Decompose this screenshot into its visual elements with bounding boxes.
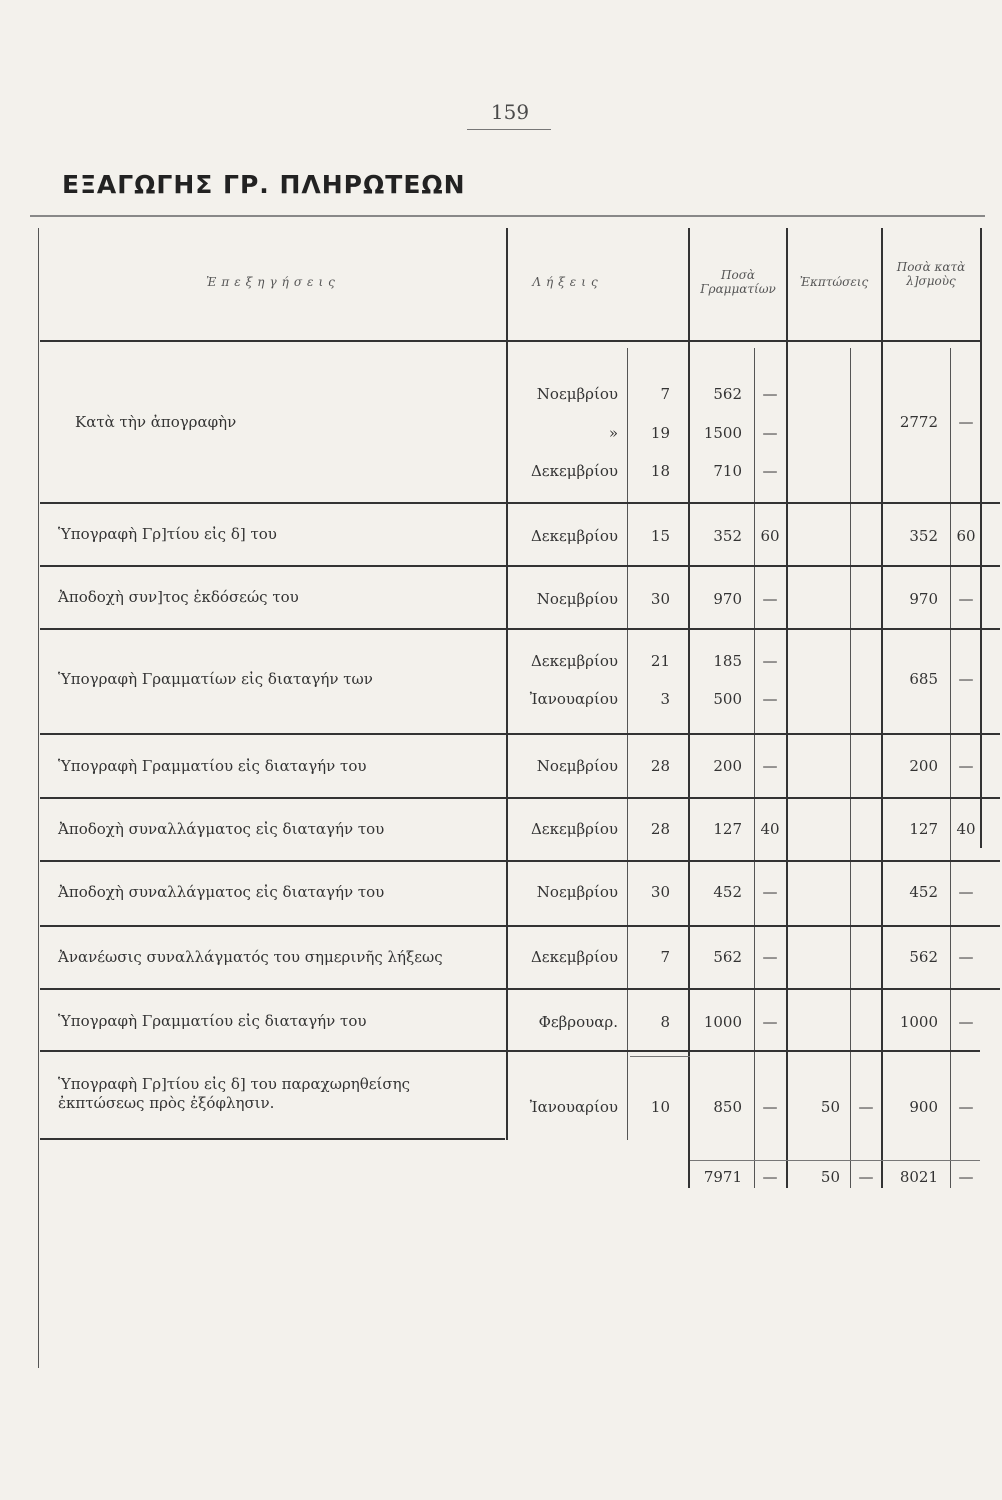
row-month: Ἰανουαρίου (529, 690, 618, 708)
row-amount: 562 (713, 948, 742, 966)
row-day: 28 (650, 820, 670, 838)
row-total-cents: 60 (956, 527, 976, 545)
col-divider-day (627, 348, 628, 1140)
header-account-amount: Ποσὰ κατὰ λ]σμοὺς (896, 260, 966, 288)
row-total: 900 (909, 1098, 938, 1116)
row-day: 10 (650, 1098, 670, 1116)
row-description: Ὑπογραφὴ Γραμματίου εἰς διαταγήν του (58, 757, 367, 775)
row-divider (40, 565, 1000, 567)
row-divider (40, 733, 1000, 735)
header-maturities: Λήξεις (532, 275, 603, 289)
row-amount-cents: — (762, 652, 778, 670)
row-amount-cents: — (762, 690, 778, 708)
row-description: Ἀποδοχὴ συναλλάγματος εἰς διαταγήν του (58, 883, 385, 901)
row-divider (40, 797, 1000, 799)
row-divider (40, 502, 1000, 504)
page-number-rule (467, 129, 551, 130)
row-month: Δεκεμβρίου (530, 820, 618, 838)
row-divider (40, 860, 1000, 862)
row-month: Δεκεμβρίου (530, 948, 618, 966)
day-subrule (630, 1056, 690, 1057)
row-divider (40, 988, 1000, 990)
row-amount: 200 (713, 757, 742, 775)
total-discounts-cents: — (858, 1168, 874, 1186)
row-day: 30 (650, 883, 670, 901)
row-amount-cents: — (762, 948, 778, 966)
total-discounts: 50 (820, 1168, 840, 1186)
row-description: Κατὰ τὴν ἀπογραφὴν (75, 413, 237, 431)
page-number: 159 (490, 100, 530, 124)
total-account: 8021 (899, 1168, 938, 1186)
total-account-cents: — (958, 1168, 974, 1186)
row-amount-cents: 60 (760, 527, 780, 545)
row-month: Δεκεμβρίου (530, 462, 618, 480)
row-amount: 352 (713, 527, 742, 545)
row-day: 30 (650, 590, 670, 608)
total-bills: 7971 (703, 1168, 742, 1186)
row-month: » (608, 424, 618, 442)
col-divider-discounts (786, 228, 788, 1188)
row-description: Ὑπογραφὴ Γρ]τίου εἰς δ] του (58, 525, 277, 543)
row-amount-cents: — (762, 424, 778, 442)
row-divider (40, 925, 1000, 927)
row-amount-cents: — (762, 883, 778, 901)
row-day: 21 (650, 652, 670, 670)
row-amount-cents: — (762, 462, 778, 480)
row-day: 15 (650, 527, 670, 545)
row-month: Ἰανουαρίου (529, 1098, 618, 1116)
row-amount: 710 (713, 462, 742, 480)
row-total-cents: — (958, 670, 974, 688)
row-day: 19 (650, 424, 670, 442)
row-total: 1000 (899, 1013, 938, 1031)
row-amount: 970 (713, 590, 742, 608)
row-amount: 1000 (703, 1013, 742, 1031)
col-divider-discount-cents (850, 348, 851, 1188)
row-total: 685 (909, 670, 938, 688)
row-total-cents: — (958, 1013, 974, 1031)
col-divider-maturities (506, 228, 508, 1140)
col-divider-bills-cents (754, 348, 755, 1188)
row-month: Φεβρουαρ. (538, 1013, 618, 1031)
row-total-cents: — (958, 948, 974, 966)
row-amount-cents: — (762, 590, 778, 608)
row-amount-cents: — (762, 1013, 778, 1031)
row-total: 452 (909, 883, 938, 901)
row-amount-cents: 40 (760, 820, 780, 838)
row-description: Ἀνανέωσις συναλλάγματός του σημερινῆς λήξεως (58, 948, 443, 966)
row-day: 7 (660, 948, 670, 966)
row-amount: 850 (713, 1098, 742, 1116)
totals-top-rule (690, 1160, 980, 1161)
table-top-rule (30, 215, 985, 217)
row-month: Νοεμβρίου (536, 883, 618, 901)
row-description: Ἀποδοχὴ συναλλάγματος εἰς διαταγήν του (58, 820, 385, 838)
header-explanations: Ἐπεξηγήσεις (206, 275, 340, 289)
row-description: Ἀποδοχὴ συν]τος ἐκδόσεώς του (58, 588, 299, 606)
row-amount: 127 (713, 820, 742, 838)
left-border (38, 228, 39, 1368)
right-border (980, 228, 982, 848)
row-divider (40, 628, 1000, 630)
row-total: 127 (909, 820, 938, 838)
row-divider (40, 1138, 505, 1140)
row-amount-cents: — (762, 385, 778, 403)
row-month: Νοεμβρίου (536, 757, 618, 775)
row-amount: 500 (713, 690, 742, 708)
col-divider-bills (688, 228, 690, 1188)
row-day: 8 (660, 1013, 670, 1031)
row-divider (40, 1050, 980, 1052)
row-month: Δεκεμβρίου (530, 527, 618, 545)
row-total: 2772 (899, 413, 938, 431)
row-total: 352 (909, 527, 938, 545)
row-total-cents: 40 (956, 820, 976, 838)
page-title: ΕΞΑΓΩΓΗΣ ΓΡ. ΠΛΗΡΩΤΕΩΝ (62, 170, 466, 199)
row-amount: 562 (713, 385, 742, 403)
row-day: 18 (650, 462, 670, 480)
row-total-cents: — (958, 1098, 974, 1116)
row-amount-cents: — (762, 757, 778, 775)
row-description: Ὑπογραφὴ Γρ]τίου εἰς δ] του παραχωρηθείσης ἐκπτώσεως πρὸς ἐξόφλησιν. (58, 1075, 411, 1112)
header-discounts: Ἐκπτώσεις (799, 275, 869, 289)
row-description: Ὑπογραφὴ Γραμματίου εἰς διαταγήν του (58, 1012, 367, 1030)
row-total: 562 (909, 948, 938, 966)
col-divider-account-cents (950, 348, 951, 1188)
row-day: 28 (650, 757, 670, 775)
row-description: Ὑπογραφὴ Γραμματίων εἰς διαταγήν των (58, 670, 373, 688)
row-amount: 185 (713, 652, 742, 670)
row-day: 7 (660, 385, 670, 403)
row-total-cents: — (958, 757, 974, 775)
row-month: Νοεμβρίου (536, 590, 618, 608)
header-bills-amount: Ποσὰ Γραμματίων (700, 268, 776, 296)
row-day: 3 (660, 690, 670, 708)
row-month: Δεκεμβρίου (530, 652, 618, 670)
col-divider-account (881, 228, 883, 1188)
row-total: 200 (909, 757, 938, 775)
row-total-cents: — (958, 413, 974, 431)
header-bottom-rule (40, 340, 980, 342)
row-amount: 452 (713, 883, 742, 901)
row-total-cents: — (958, 590, 974, 608)
row-amount-cents: — (762, 1098, 778, 1116)
row-month: Νοεμβρίου (536, 385, 618, 403)
row-amount: 1500 (703, 424, 742, 442)
row-total-cents: — (958, 883, 974, 901)
row-discount: 50 (820, 1098, 840, 1116)
row-discount-cents: — (858, 1098, 874, 1116)
row-total: 970 (909, 590, 938, 608)
total-bills-cents: — (762, 1168, 778, 1186)
